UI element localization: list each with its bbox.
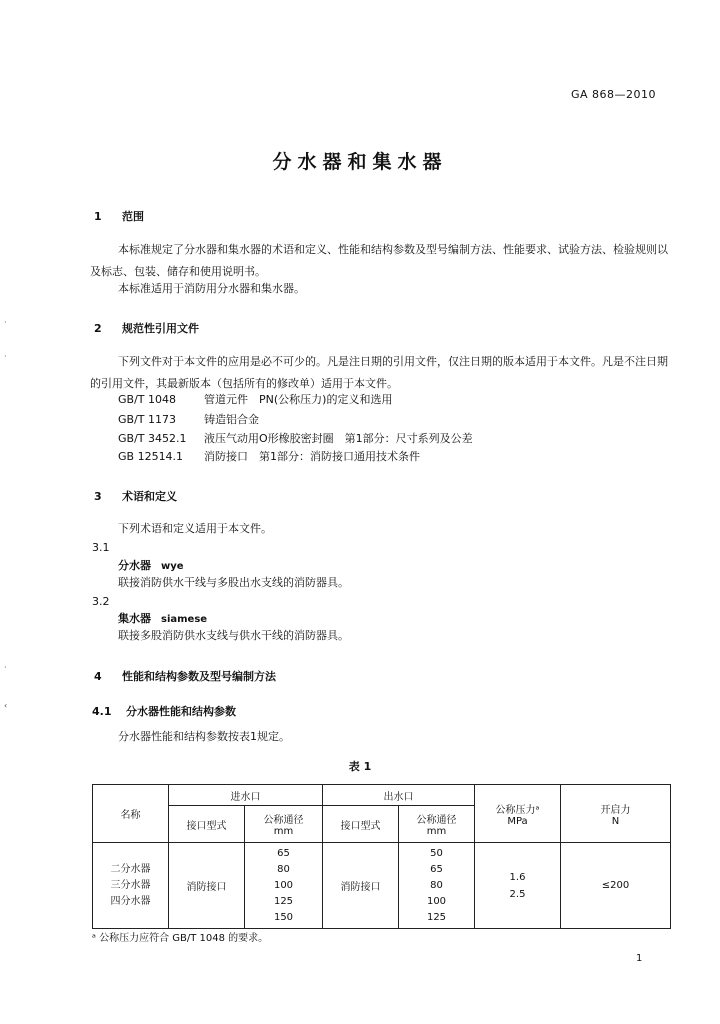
section-1-title: 范围 bbox=[122, 210, 144, 223]
margin-mark: · bbox=[4, 663, 7, 672]
header-inlet: 进水口 bbox=[169, 785, 323, 806]
row-name: 三分水器 bbox=[110, 879, 151, 891]
row-name: 二分水器 bbox=[110, 863, 151, 875]
section-3-title: 术语和定义 bbox=[122, 490, 177, 503]
reference-name: 消防接口 第1部分：消防接口通用技术条件 bbox=[204, 450, 420, 463]
reference-code: GB/T 1173 bbox=[118, 413, 176, 426]
header-opening-force bbox=[561, 785, 671, 843]
header-outlet: 出水口 bbox=[323, 785, 475, 806]
section-1-paragraph-1: 本标准规定了分水器和集水器的术语和定义、性能和结构参数及型号编制方法、性能要求、试验方法、检验规则以及标志、包装、储存和使用说明书。 bbox=[90, 243, 668, 278]
spec-table bbox=[92, 784, 671, 929]
reference-code: GB 12514.1 bbox=[118, 450, 184, 463]
header-inlet-type: 接口型式 bbox=[169, 806, 245, 843]
section-1-number: 1 bbox=[94, 210, 102, 223]
outlet-type-cell: 消防接口 bbox=[323, 843, 399, 929]
header-inlet-diameter bbox=[245, 806, 323, 843]
force-value-cell: ≤200 bbox=[561, 843, 671, 929]
section-1-heading bbox=[94, 208, 144, 224]
row-name: 四分水器 bbox=[110, 895, 151, 907]
term-1-number: 3.1 bbox=[92, 541, 110, 554]
reference-name: 管道元件 PN(公称压力)的定义和选用 bbox=[204, 393, 393, 406]
table-footnote: ᵃ 公称压力应符合 GB/T 1048 的要求。 bbox=[92, 933, 269, 944]
standard-code: GA 868—2010 bbox=[570, 88, 656, 101]
inlet-diameter: 100 bbox=[273, 879, 294, 891]
term-2-name: 集水器 bbox=[118, 612, 151, 625]
section-3-intro: 下列术语和定义适用于本文件。 bbox=[118, 522, 272, 535]
reference-item bbox=[118, 394, 392, 406]
subsection-4-1-heading bbox=[92, 703, 236, 719]
term-1-name: 分水器 bbox=[118, 559, 151, 572]
section-1-paragraph-2: 本标准适用于消防用分水器和集水器。 bbox=[118, 282, 305, 295]
table-caption: 表 1 bbox=[348, 760, 372, 773]
outlet-diameter: 50 bbox=[430, 847, 443, 859]
pressure-value: 1.6 bbox=[509, 871, 526, 883]
subsection-4-1-title: 分水器性能和结构参数 bbox=[126, 705, 236, 718]
reference-name: 铸造铝合金 bbox=[204, 413, 259, 426]
outlet-diameter: 65 bbox=[430, 863, 443, 875]
force-unit: N bbox=[611, 815, 620, 827]
reference-code: GB/T 1048 bbox=[118, 393, 176, 406]
outlet-diameter: 125 bbox=[426, 911, 447, 923]
term-2-english: siamese bbox=[161, 614, 208, 625]
term-2-number: 3.2 bbox=[92, 595, 110, 608]
pressure-values-cell bbox=[475, 843, 561, 929]
inlet-diameter: 125 bbox=[273, 895, 294, 907]
section-3-heading bbox=[94, 488, 177, 504]
diameter-unit: mm bbox=[426, 826, 447, 837]
reference-item bbox=[118, 433, 473, 445]
outlet-diameters-cell bbox=[399, 843, 475, 929]
force-label: 开启力 bbox=[600, 804, 631, 816]
document-title: 分水器和集水器 bbox=[272, 151, 448, 173]
row-names bbox=[93, 843, 169, 929]
pressure-unit: MPa bbox=[507, 815, 528, 827]
inlet-diameters-cell bbox=[245, 843, 323, 929]
diameter-unit: mm bbox=[273, 826, 294, 837]
inlet-diameter: 65 bbox=[277, 847, 290, 859]
pressure-label: 公称压力ᵃ bbox=[495, 804, 540, 816]
reference-item bbox=[118, 451, 420, 463]
section-2-number: 2 bbox=[94, 322, 102, 335]
inlet-diameter: 150 bbox=[273, 911, 294, 923]
header-pressure bbox=[475, 785, 561, 843]
term-1-definition: 联接消防供水干线与多股出水支线的消防器具。 bbox=[118, 576, 349, 589]
margin-mark: · bbox=[4, 318, 7, 327]
inlet-type-cell: 消防接口 bbox=[169, 843, 245, 929]
section-4-number: 4 bbox=[94, 670, 102, 683]
diameter-label: 公称通径 bbox=[263, 815, 304, 826]
section-3-number: 3 bbox=[94, 490, 102, 503]
outlet-diameter: 80 bbox=[430, 879, 443, 891]
header-outlet-diameter bbox=[399, 806, 475, 843]
section-4-heading bbox=[94, 668, 276, 684]
pressure-value: 2.5 bbox=[509, 888, 526, 900]
section-2-title: 规范性引用文件 bbox=[122, 322, 199, 335]
section-4-paragraph: 分水器性能和结构参数按表1规定。 bbox=[118, 730, 290, 743]
margin-mark: · bbox=[4, 352, 7, 361]
term-1 bbox=[118, 560, 184, 573]
outlet-diameter: 100 bbox=[426, 895, 447, 907]
reference-code: GB/T 3452.1 bbox=[118, 432, 187, 445]
section-2-heading bbox=[94, 320, 199, 336]
term-2-definition: 联接多股消防供水支线与供水干线的消防器具。 bbox=[118, 629, 349, 642]
inlet-diameter: 80 bbox=[277, 863, 290, 875]
section-2-paragraph-1: 下列文件对于本文件的应用是必不可少的。凡是注日期的引用文件，仅注日期的版本适用于本文件。凡是不注日期的引用文件，其最新版本（包括所有的修改单）适用于本文件。 bbox=[90, 355, 668, 390]
header-name: 名称 bbox=[93, 785, 169, 843]
page-number: 1 bbox=[636, 953, 643, 964]
subsection-4-1-number: 4.1 bbox=[92, 705, 112, 718]
reference-item bbox=[118, 414, 259, 426]
reference-name: 液压气动用O形橡胶密封圈 第1部分：尺寸系列及公差 bbox=[204, 432, 473, 445]
term-2 bbox=[118, 613, 207, 626]
margin-mark: ‹ bbox=[4, 701, 8, 710]
header-outlet-type: 接口型式 bbox=[323, 806, 399, 843]
term-1-english: wye bbox=[161, 561, 184, 572]
section-4-title: 性能和结构参数及型号编制方法 bbox=[122, 670, 276, 683]
diameter-label: 公称通径 bbox=[416, 815, 457, 826]
